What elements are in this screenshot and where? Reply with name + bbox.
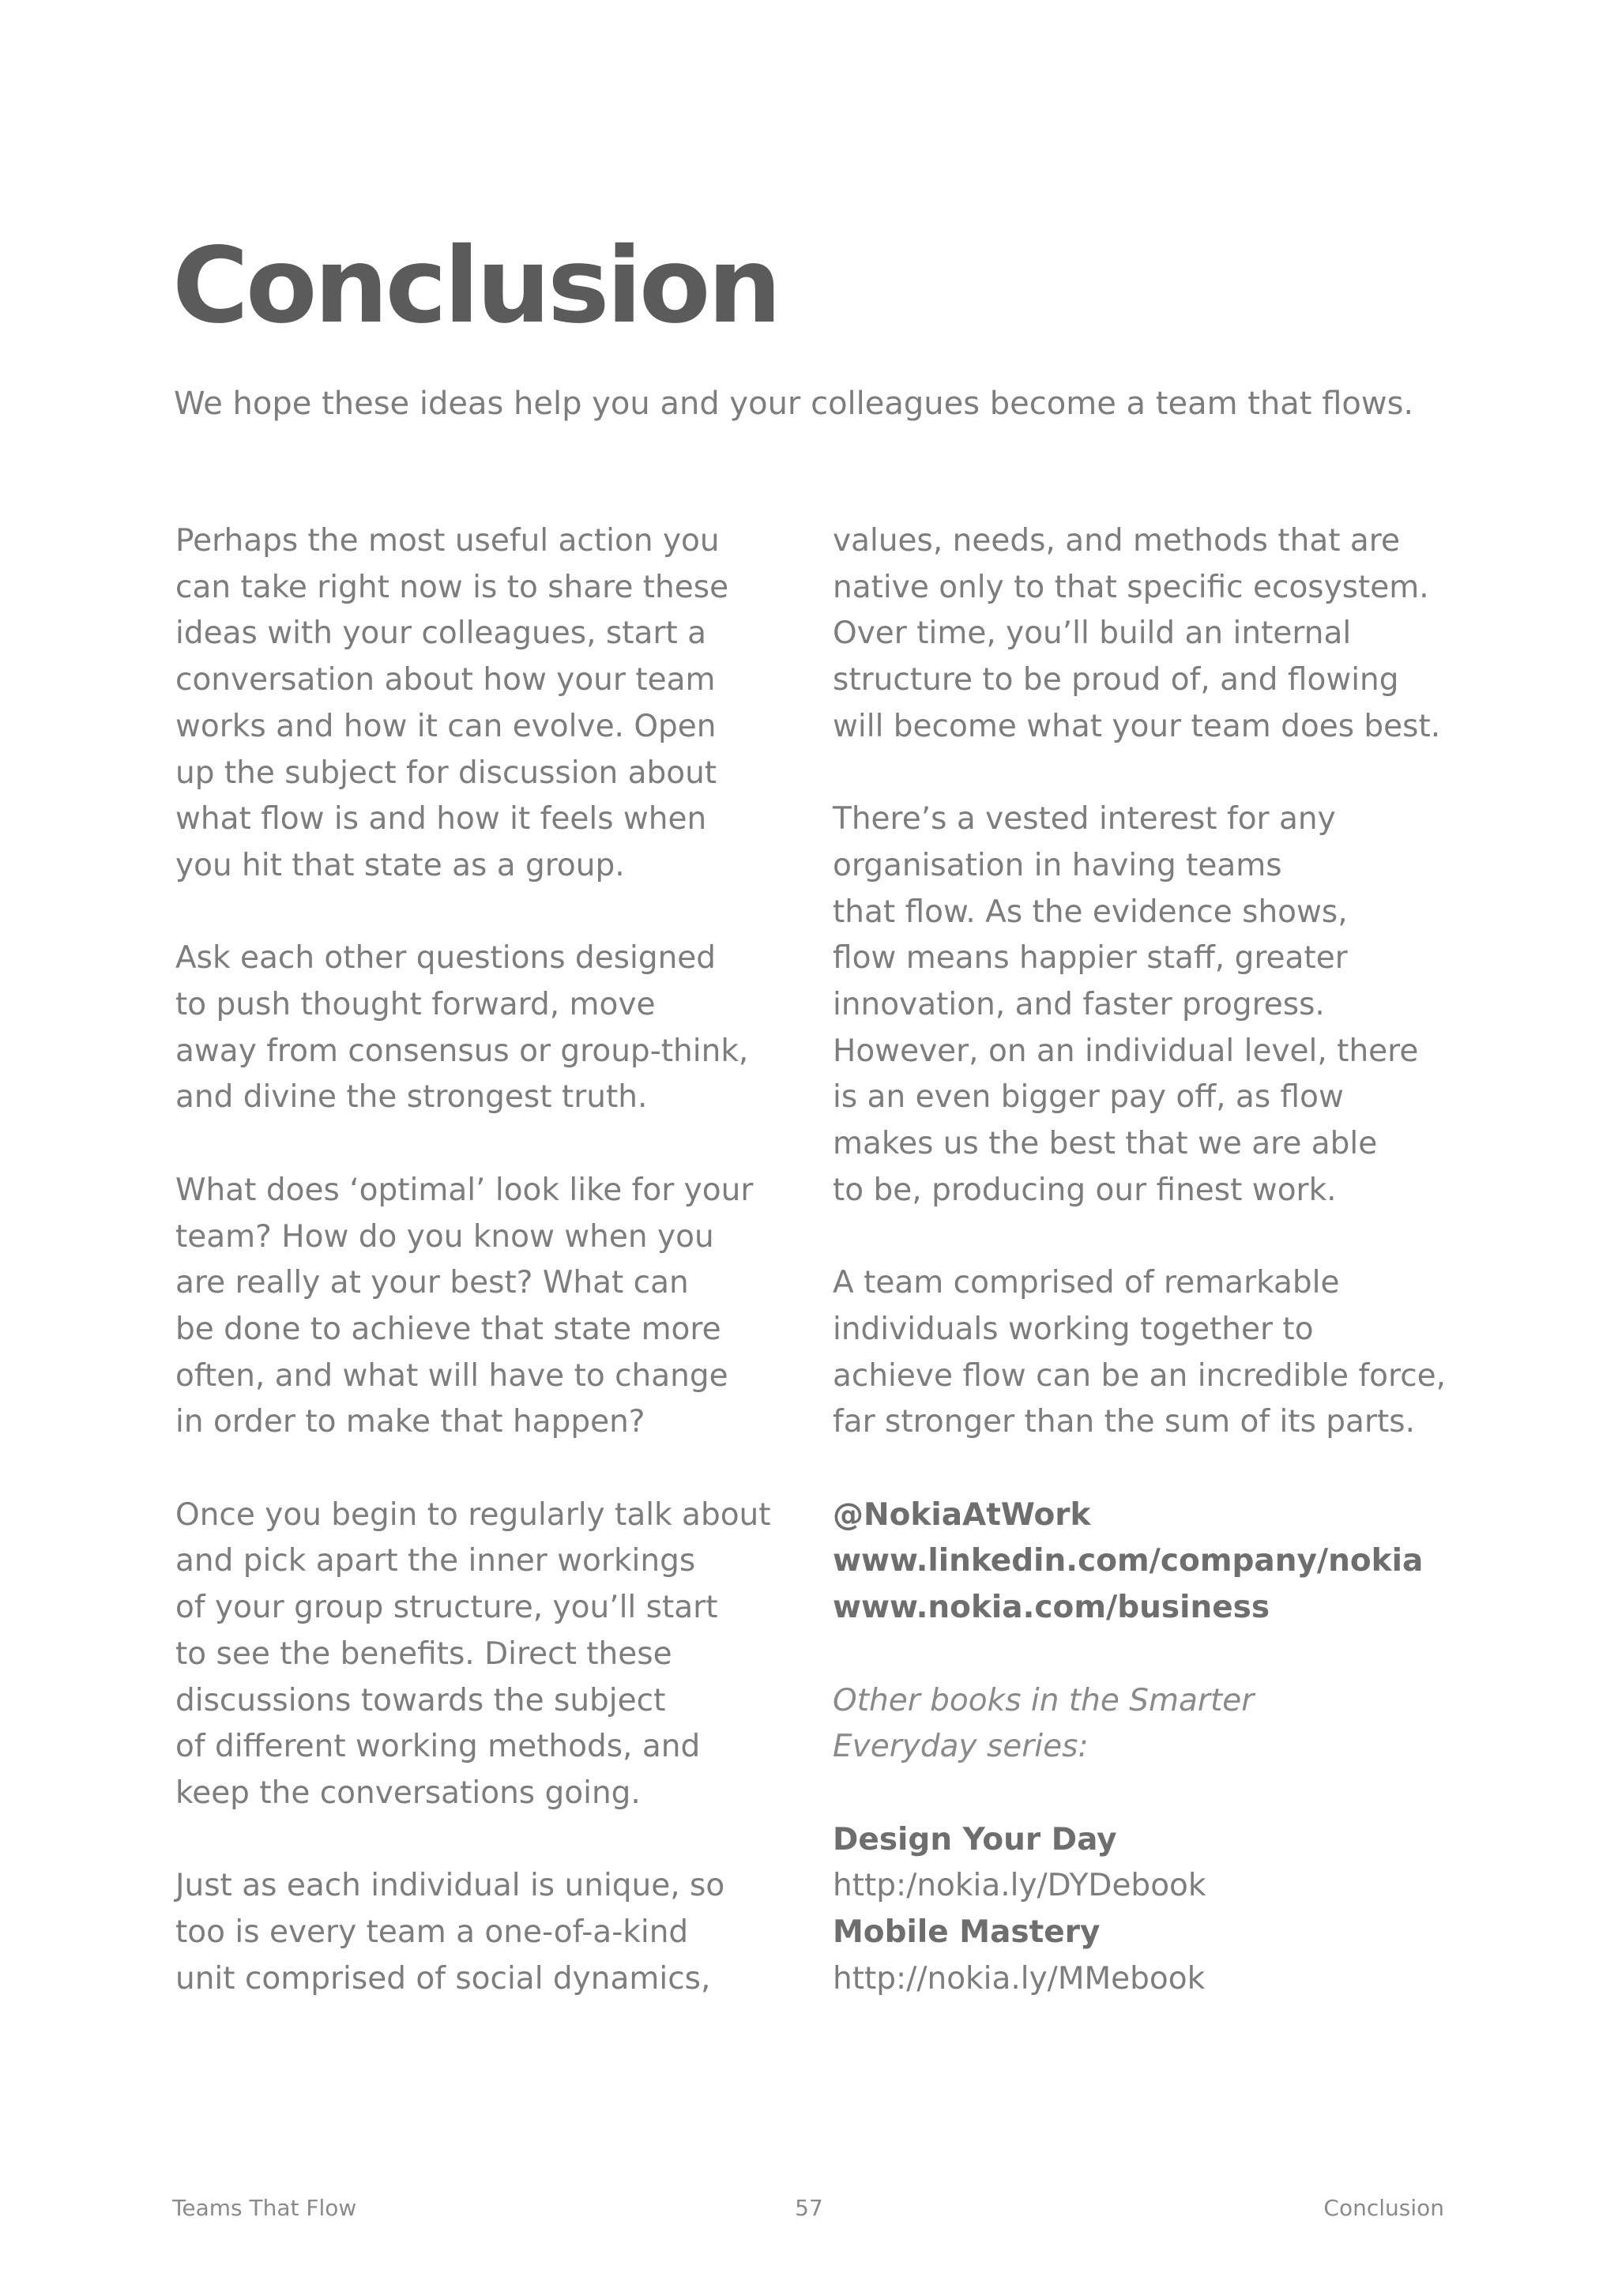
text-line: to push thought forward, move <box>175 987 656 1023</box>
text-line: unit comprised of social dynamics, <box>175 1960 711 1997</box>
text-line: that flow. As the evidence shows, <box>833 894 1348 930</box>
twitter-handle-link[interactable]: @NokiaAtWork <box>833 1496 1091 1533</box>
paragraph <box>175 935 807 1121</box>
text-line: and pick apart the inner workings <box>175 1543 696 1579</box>
paragraph <box>175 1863 807 2002</box>
footer-section-title: Conclusion <box>1323 2195 1444 2221</box>
text-line: often, and what will have to change <box>175 1357 728 1394</box>
text-line: structure to be proud of, and flowing <box>833 662 1399 698</box>
text-line: to be, producing our finest work. <box>833 1172 1337 1208</box>
page-number: 57 <box>795 2195 823 2221</box>
text-line: of different working methods, and <box>175 1729 701 1765</box>
book-link[interactable]: http:/nokia.ly/DYDebook <box>833 1868 1206 1904</box>
text-line: to see the benefits. Direct these <box>175 1635 672 1672</box>
text-line: up the subject for discussion about <box>175 755 717 791</box>
paragraph <box>175 518 807 890</box>
paragraph <box>175 1168 807 1446</box>
text-line: There’s a vested interest for any <box>833 801 1336 837</box>
page-title: Conclusion <box>172 225 779 347</box>
text-line: discussions towards the subject <box>175 1682 666 1718</box>
text-line: organisation in having teams <box>833 847 1282 883</box>
text-line: of your group structure, you’ll start <box>175 1590 718 1626</box>
left-column <box>175 518 807 2049</box>
text-line: what flow is and how it feels when <box>175 801 707 837</box>
paragraph <box>833 796 1465 1214</box>
text-line: native only to that specific ecosystem. <box>833 569 1429 605</box>
text-line: conversation about how your team <box>175 662 716 698</box>
text-line: However, on an individual level, there <box>833 1033 1419 1069</box>
text-line: individuals working together to <box>833 1311 1314 1347</box>
right-column <box>833 518 1465 2049</box>
text-line: in order to make that happen? <box>175 1404 645 1440</box>
page-subtitle: We hope these ideas help you and your colleagues become a team that flows. <box>174 386 1414 422</box>
other-books-intro <box>833 1678 1465 1771</box>
text-line: ideas with your colleagues, start a <box>175 615 707 652</box>
paragraph <box>175 1492 807 1817</box>
text-line: far stronger than the sum of its parts. <box>833 1404 1415 1440</box>
text-line: team? How do you know when you <box>175 1218 714 1255</box>
text-line: Once you begin to regularly talk about <box>175 1496 771 1533</box>
text-line: Everyday series: <box>833 1729 1089 1765</box>
text-line: too is every team a one-of-a-kind <box>175 1914 689 1951</box>
text-line: values, needs, and methods that are <box>833 523 1400 559</box>
text-line: is an even bigger pay off, as flow <box>833 1079 1344 1116</box>
book-title: Mobile Mastery <box>833 1914 1101 1951</box>
text-line: innovation, and faster progress. <box>833 987 1325 1023</box>
text-line: you hit that state as a group. <box>175 847 625 883</box>
text-line: keep the conversations going. <box>175 1775 641 1811</box>
text-line: A team comprised of remarkable <box>833 1265 1340 1301</box>
text-line: and divine the strongest truth. <box>175 1079 648 1116</box>
text-line: Ask each other questions designed <box>175 940 717 977</box>
footer-book-title: Teams That Flow <box>172 2195 357 2221</box>
contact-links <box>833 1492 1465 1632</box>
text-line: Over time, you’ll build an internal <box>833 615 1352 652</box>
text-line: can take right now is to share these <box>175 569 729 605</box>
text-line: be done to achieve that state more <box>175 1311 721 1347</box>
text-line: Just as each individual is unique, so <box>175 1868 725 1904</box>
book-list <box>833 1817 1465 2003</box>
text-line: achieve flow can be an incredible force, <box>833 1357 1447 1394</box>
text-line: away from consensus or group-think, <box>175 1033 749 1069</box>
paragraph <box>833 518 1465 751</box>
linkedin-link[interactable]: www.linkedin.com/company/nokia <box>833 1543 1424 1579</box>
website-link[interactable]: www.nokia.com/business <box>833 1590 1270 1626</box>
text-line: works and how it can evolve. Open <box>175 708 717 744</box>
text-line: will become what your team does best. <box>833 708 1441 744</box>
text-line: What does ‘optimal’ look like for your <box>175 1172 754 1208</box>
text-line: Other books in the Smarter <box>833 1682 1255 1718</box>
text-line: Perhaps the most useful action you <box>175 523 720 559</box>
book-link[interactable]: http://nokia.ly/MMebook <box>833 1960 1206 1997</box>
book-title: Design Your Day <box>833 1821 1117 1858</box>
text-line: flow means happier staff, greater <box>833 940 1348 977</box>
text-line: makes us the best that we are able <box>833 1126 1378 1162</box>
text-line: are really at your best? What can <box>175 1265 689 1301</box>
paragraph <box>833 1260 1465 1446</box>
